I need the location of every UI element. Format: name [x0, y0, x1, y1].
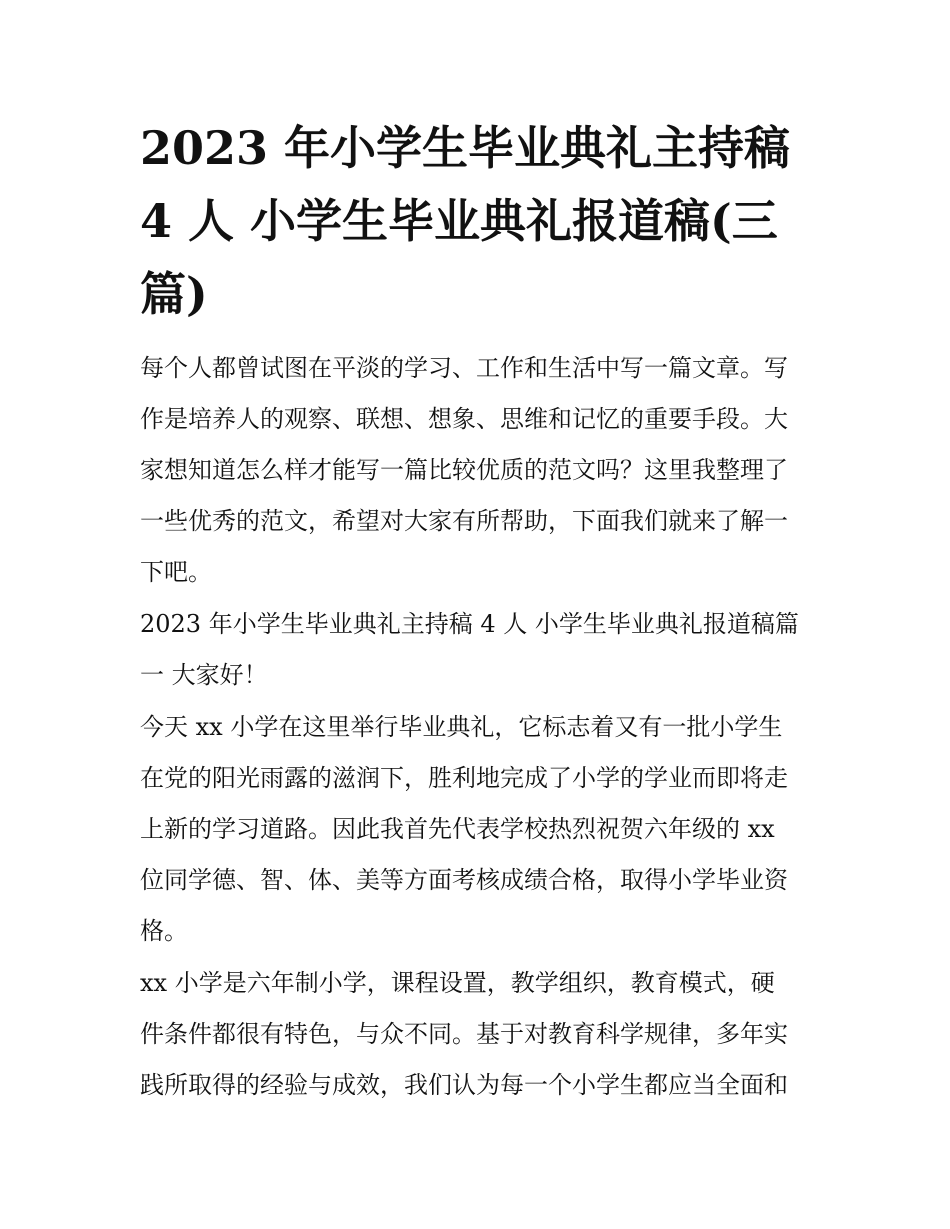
text-line: 格。 [140, 917, 188, 945]
section-heading-paragraph [140, 599, 812, 701]
title-line: 2023 年小学生毕业典礼主持稿 [140, 121, 791, 175]
text-line: 下吧。 [140, 558, 212, 586]
title-line: 4 人 小学生毕业典礼报道稿(三 [140, 194, 778, 248]
text-line: 上新的学习道路。因此我首先代表学校热烈祝贺六年级的 xx [140, 815, 775, 843]
text-line: 一些优秀的范文，希望对大家有所帮助，下面我们就来了解一 [140, 507, 788, 535]
title-line: 篇) [140, 267, 208, 321]
text-line: 践所取得的经验与成效，我们认为每一个小学生都应当全面和 [140, 1071, 788, 1099]
document-page [140, 112, 812, 1111]
text-line: 在党的阳光雨露的滋润下，胜利地完成了小学的学业而即将走 [140, 764, 788, 792]
text-line: 家想知道怎么样才能写一篇比较优质的范文吗？这里我整理了 [140, 456, 788, 484]
text-line: 今天 xx 小学在这里举行毕业典礼，它标志着又有一批小学生 [140, 713, 783, 741]
document-title [140, 112, 812, 331]
body-paragraph [140, 958, 812, 1111]
text-line: 作是培养人的观察、联想、想象、思维和记忆的重要手段。大 [140, 405, 788, 433]
text-line: 件条件都很有特色，与众不同。基于对教育科学规律，多年实 [140, 1020, 788, 1048]
text-line: xx 小学是六年制小学，课程设置，教学组织，教育模式，硬 [140, 969, 775, 997]
text-line: 每个人都曾试图在平淡的学习、工作和生活中写一篇文章。写 [140, 354, 788, 382]
body-paragraph [140, 702, 812, 957]
text-line: 位同学德、智、体、美等方面考核成绩合格，取得小学毕业资 [140, 866, 788, 894]
text-line: 一 大家好！ [140, 661, 268, 689]
text-line: 2023 年小学生毕业典礼主持稿 4 人 小学生毕业典礼报道稿篇 [140, 610, 799, 638]
intro-paragraph [140, 343, 812, 598]
